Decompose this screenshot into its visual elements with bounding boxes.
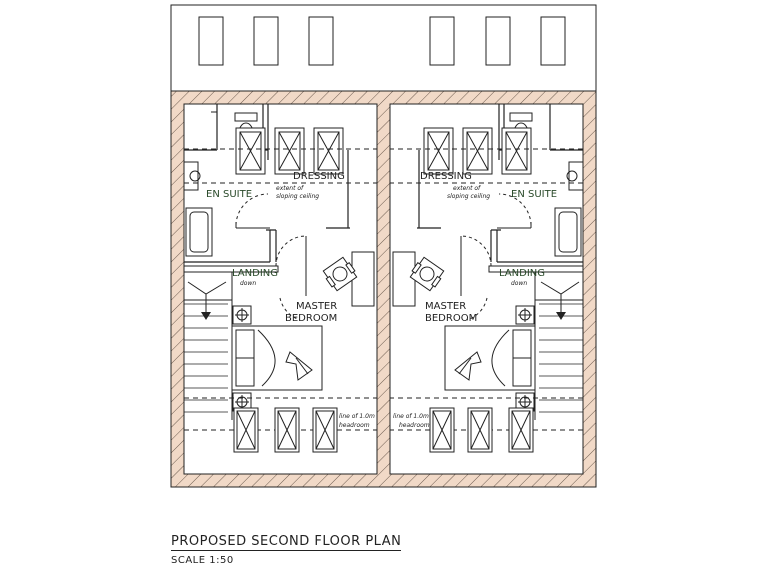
bath-icon	[186, 208, 212, 256]
desk-chair-icon	[322, 252, 374, 306]
bedside-table-icon	[233, 306, 251, 324]
rooflight	[502, 128, 531, 174]
rooflight	[236, 128, 265, 174]
room-label-dressing: DRESSING	[420, 171, 472, 182]
room-label-master: MASTER	[425, 301, 467, 312]
room-label-en-suite: EN SUITE	[511, 189, 558, 200]
rooflight	[234, 408, 258, 452]
ceiling-note-line2: sloping ceiling	[447, 193, 491, 200]
room-label-landing: LANDING	[232, 268, 279, 279]
roof-window	[254, 17, 278, 65]
ceiling-note-line2: sloping ceiling	[276, 193, 320, 200]
headroom-note-line1: line of 1.0m	[339, 413, 375, 420]
room-label-dressing: DRESSING	[293, 171, 345, 182]
rooflight	[275, 408, 299, 452]
left-unit	[184, 104, 377, 452]
roof-window	[486, 17, 510, 65]
landing-note: down	[240, 280, 257, 287]
headroom-note-line2: headroom	[339, 422, 370, 429]
room-label-bedroom: BEDROOM	[285, 313, 338, 324]
headroom-note-line1: line of 1.0m	[393, 413, 429, 420]
roof-elevation	[171, 5, 596, 91]
double-bed-icon	[232, 326, 322, 390]
basin-icon	[567, 162, 583, 190]
rooflight	[468, 408, 492, 452]
room-label-en-suite: EN SUITE	[206, 189, 253, 200]
bedside-table-icon	[516, 306, 534, 324]
ceiling-note-line1: extent of	[453, 185, 481, 192]
room-label-master: MASTER	[296, 301, 338, 312]
rooflight	[463, 128, 492, 174]
roof-window	[199, 17, 223, 65]
rooflight	[509, 408, 533, 452]
stair-icon	[184, 282, 228, 412]
drawing-title: PROPOSED SECOND FLOOR PLAN	[171, 534, 402, 549]
basin-icon	[184, 162, 200, 190]
roof-window	[309, 17, 333, 65]
roof-window	[541, 17, 565, 65]
right-unit	[390, 104, 583, 452]
desk-chair-icon	[393, 252, 445, 306]
landing-note: down	[511, 280, 528, 287]
headroom-note-line2: headroom	[399, 422, 430, 429]
rooflight	[313, 408, 337, 452]
rooflight	[314, 128, 343, 174]
roof-window	[430, 17, 454, 65]
room-label-bedroom: BEDROOM	[425, 313, 478, 324]
rooflight	[275, 128, 304, 174]
bath-icon	[555, 208, 581, 256]
ceiling-note-line1: extent of	[276, 185, 304, 192]
double-bed-icon	[445, 326, 535, 390]
rooflight	[424, 128, 453, 174]
drawing-scale: SCALE 1:50	[171, 555, 234, 566]
room-label-landing: LANDING	[499, 268, 546, 279]
rooflight	[430, 408, 454, 452]
